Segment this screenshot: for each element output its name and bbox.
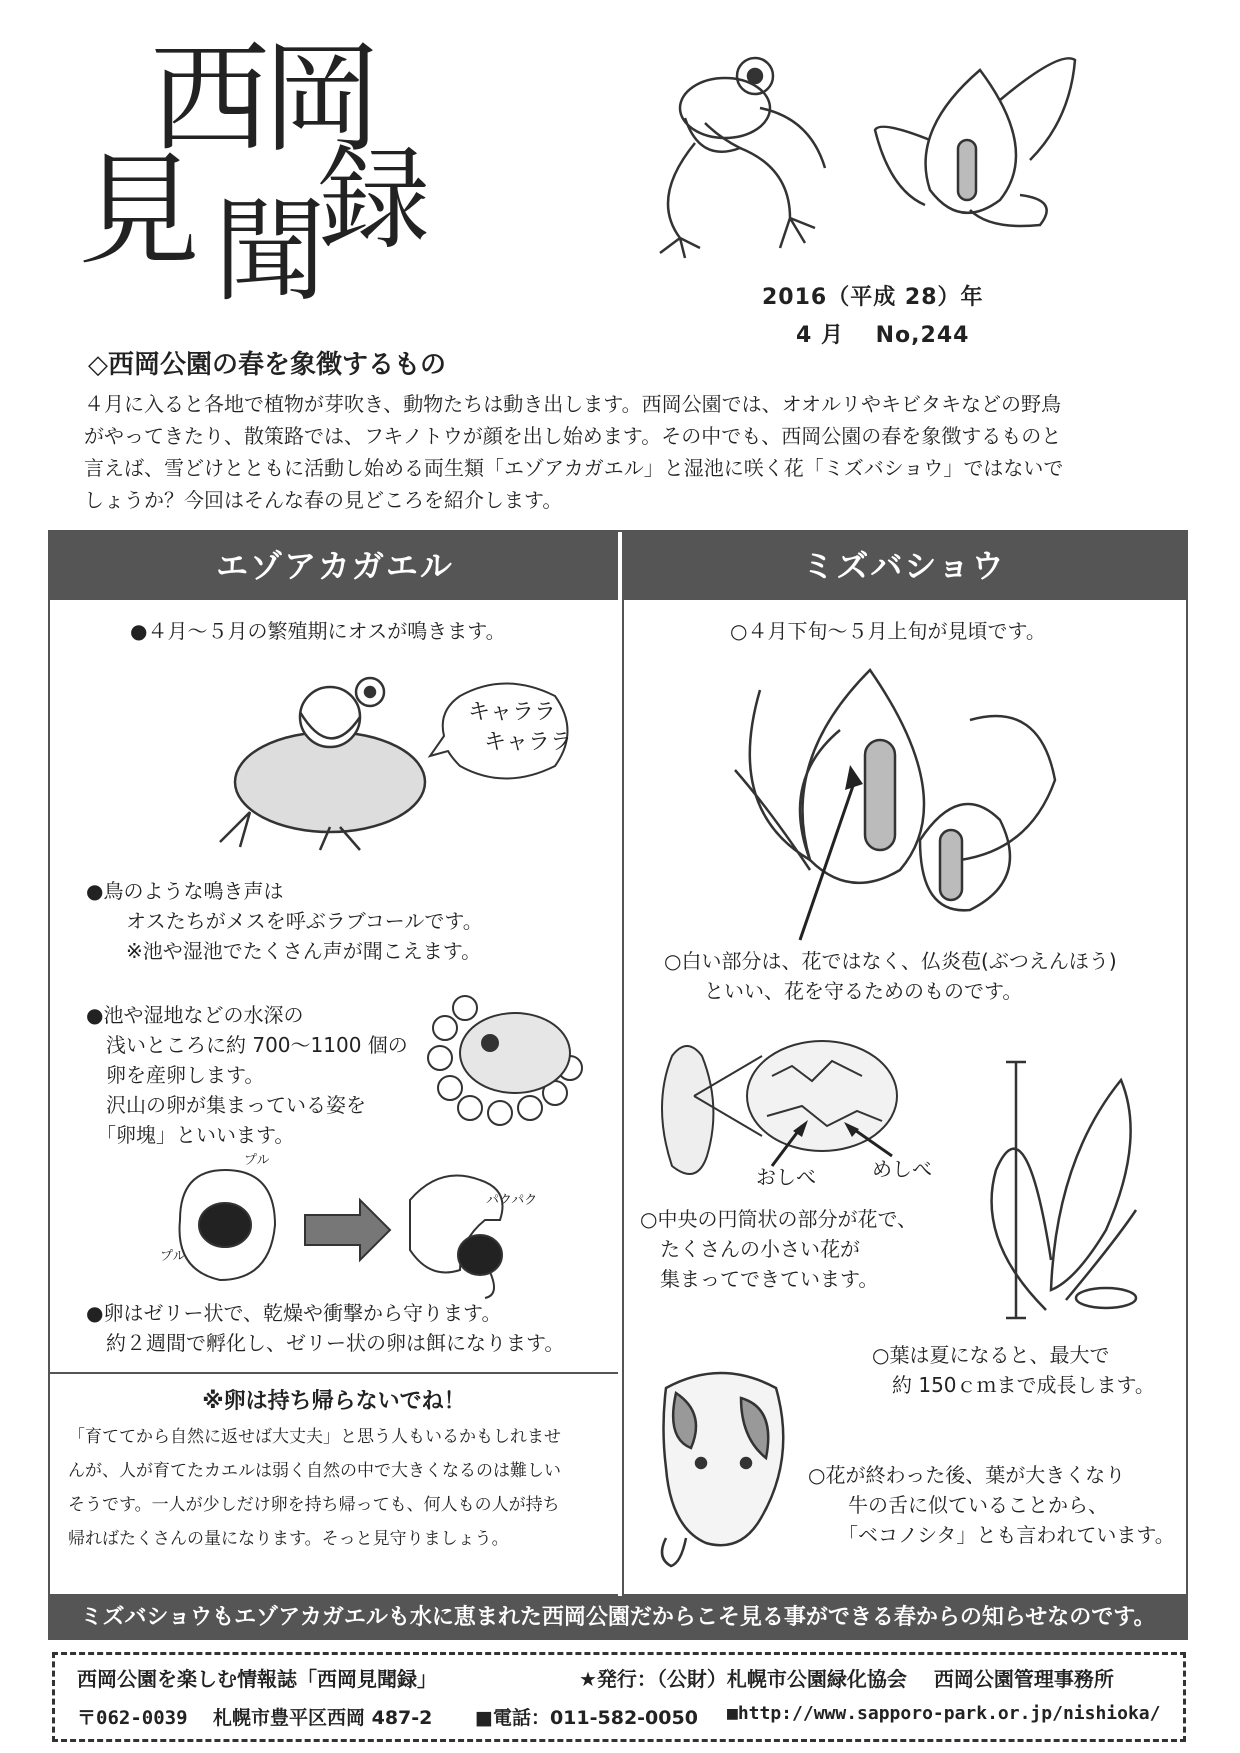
closing-message: ミズバショウもエゾアカガエルも水に恵まれた西岡公園だからこそ見る事ができる春からの知らせなのです。 xyxy=(48,1596,1188,1640)
call-text-1: キャララ xyxy=(468,700,557,725)
call-text-2: キャララ xyxy=(484,730,573,755)
header-skunk-cabbage-illustration xyxy=(870,30,1090,260)
warning-line: 帰ればたくさんの量になります。そっと見守りましょう。 xyxy=(68,1529,509,1549)
skunk-note-leaf: ○葉は夏になると、最大で 約 150ｃｍまで成長します。 xyxy=(872,1343,1155,1397)
title-char-2: 岡 xyxy=(262,30,382,169)
frog-note-breeding: ●４月～５月の繁殖期にオスが鳴きます。 xyxy=(130,619,506,643)
footer-postal-code: 〒062-0039 xyxy=(77,1707,188,1729)
issue-year: 2016（平成 28）年 xyxy=(762,285,984,310)
title-char-1: 西 xyxy=(150,30,270,169)
skunk-cabbage-flower-illustration xyxy=(720,660,1060,940)
warning-line: 「育ててから自然に返せば大丈夫」と思う人もいるかもしれませ xyxy=(68,1427,561,1447)
lead-paragraph xyxy=(84,388,1184,516)
egg-label-munch: パクパク xyxy=(486,1193,538,1208)
cow-tongue-illustration xyxy=(646,1368,796,1568)
pistil-label: めしべ xyxy=(872,1157,932,1181)
frog-heading: エゾアカガエル xyxy=(50,532,620,600)
skunk-cabbage-heading: ミズバショウ xyxy=(622,532,1186,600)
warning-body xyxy=(68,1420,608,1556)
egg-label-wobble-2: プル xyxy=(160,1249,186,1264)
footer-publication-name: 西岡公園を楽しむ情報誌「西岡見聞録」 xyxy=(77,1667,437,1691)
title-char-4: 聞 xyxy=(214,187,326,317)
warning-title: ※卵は持ち帰らないでね！ xyxy=(202,1389,466,1414)
frog-note-eggs: ●池や湿地などの水深の 浅いところに約 700～1100 個の 卵を産卵します。 沢山の卵が集まっている姿を 「卵塊」といいます。 xyxy=(86,1003,408,1147)
title-char-5: 録 xyxy=(318,135,430,265)
footer-publisher: ★発行：（公財）札幌市公園緑化協会 西岡公園管理事務所 xyxy=(579,1667,1114,1691)
warning-box xyxy=(50,1372,618,1596)
lead-line: 言えば、雪どけとともに活動し始める両生類「エゾアカガエル」と湿池に咲く花「ミズバショウ」ではないで xyxy=(84,456,1064,480)
stamen-label: おしべ xyxy=(756,1165,816,1189)
column-divider xyxy=(622,532,624,1596)
header-frog-illustration xyxy=(640,48,860,268)
skunk-note-nickname: ○花が終わった後、葉が大きくなり 牛の舌に似ていることから、 「ベコノシタ」とも言われています。 xyxy=(808,1463,1175,1547)
title-char-3: 見 xyxy=(78,140,200,282)
warning-line: そうです。一人が少しだけ卵を持ち帰っても、何人もの人が持ち xyxy=(68,1495,560,1515)
skunk-note-season: ○４月下旬～５月上旬が見頃です。 xyxy=(730,619,1046,643)
footer-address: 札幌市豊平区西岡 487-2 xyxy=(213,1707,433,1729)
calling-frog-illustration xyxy=(210,672,440,852)
warning-line: んが、人が育てたカエルは弱く自然の中で大きくなるのは難しい xyxy=(68,1461,561,1481)
egg-label-wobble-1: プル xyxy=(244,1153,270,1168)
egg-hatching-diagram xyxy=(160,1160,540,1300)
skunk-note-flower: ○中央の円筒状の部分が花で、 たくさんの小さい花が 集まってできています。 xyxy=(640,1207,918,1291)
lead-line: ４月に入ると各地で植物が芽吹き、動物たちは動き出します。西岡公園では、オオルリやキビタキなどの野鳥 xyxy=(84,392,1061,416)
lead-title: ◇西岡公園の春を象徴するもの xyxy=(88,350,446,380)
issue-number: 4 月 No,244 xyxy=(796,323,970,348)
leaf-size-illustration xyxy=(956,1060,1146,1320)
lead-line: がやってきたり、散策路では、フキノトウが顔を出し始めます。その中でも、西岡公園の春を象徴するものと xyxy=(84,424,1062,448)
footer-box xyxy=(52,1652,1186,1742)
frog-note-jelly: ●卵はゼリー状で、乾燥や衝撃から守ります。 約２週間で孵化し、ゼリー状の卵は餌になります。 xyxy=(86,1301,565,1355)
footer-phone: ■電話：011-582-0050 xyxy=(475,1707,698,1729)
frog-note-call: ●鳥のような鳴き声は オスたちがメスを呼ぶラブコールです。 ※池や湿池でたくさん声が聞こえます。 xyxy=(86,879,483,963)
skunk-note-spathe: ○白い部分は、花ではなく、仏炎苞(ぶつえんほう) といい、花を守るためのものです。 xyxy=(664,949,1117,1003)
footer-url-link[interactable]: ■http://www.sapporo-park.or.jp/nishioka/ xyxy=(727,1703,1161,1724)
egg-mass-illustration xyxy=(420,988,590,1128)
lead-line: しょうか？今回はそんな春の見どころを紹介します。 xyxy=(84,488,563,512)
